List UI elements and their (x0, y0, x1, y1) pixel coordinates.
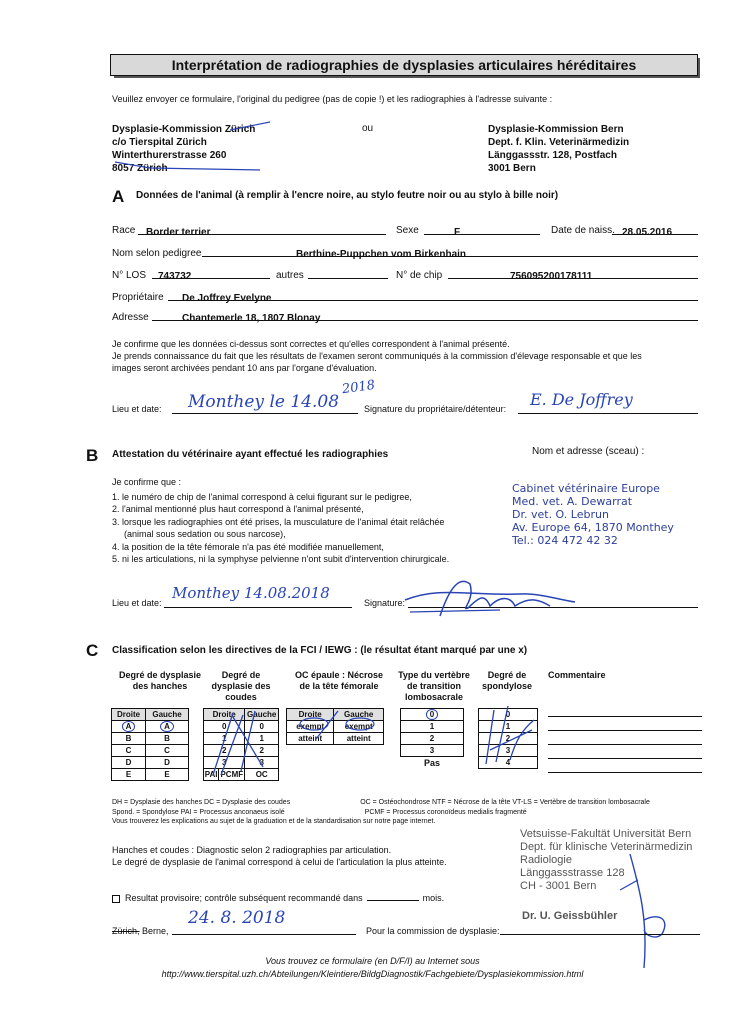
race-field[interactable] (138, 222, 386, 238)
comment-line-2[interactable] (548, 730, 702, 731)
form-title: Interprétation de radiographies de dysplasies articulaires héréditaires (110, 54, 698, 76)
b-place-date-label: Lieu et date: (112, 598, 162, 608)
race-value: Border terrier (146, 227, 211, 238)
elbows-droite-3[interactable]: 3 (204, 757, 245, 769)
a-place-date-hand: Monthey le 14.08 (188, 392, 340, 412)
vet-signature-scribble (400, 566, 580, 630)
hips-droite-a[interactable]: A (112, 721, 146, 733)
owner-field[interactable] (168, 288, 698, 304)
chip-label: N° de chip (396, 270, 443, 281)
owner-value: De Joffrey Evelyne (182, 293, 272, 304)
commission-signature-field[interactable] (500, 922, 700, 935)
comment-line-5[interactable] (548, 772, 702, 773)
provisional-checkbox-icon[interactable] (112, 895, 120, 903)
vertebra-2[interactable]: 2 (401, 733, 464, 745)
col-vertebra-header: Type du vertèbre de transition lombosacrale (398, 670, 470, 702)
provisional-months-field[interactable] (367, 900, 419, 901)
oc-cross-marks (286, 705, 386, 745)
spondylosis-1[interactable]: 1 (479, 721, 538, 733)
a-year-hand: 2018 (341, 377, 376, 398)
oc-gauche-atteint[interactable]: atteint (334, 733, 384, 745)
elbows-gauche-0[interactable]: 0 (245, 721, 279, 733)
commission-date-hand: 24. 8. 2018 (188, 908, 286, 928)
footer-text: Vous trouvez ce formulaire (en D/F/I) au Internet sous (265, 956, 480, 966)
spondylosis-3[interactable]: 3 (479, 745, 538, 757)
owner-confirmation: Je confirme que les données ci-dessus sont correctes et qu'elles correspondent à l'animal présenté. Je prends connaissance du fait que les résultats de l'examen seront communiqués à la commission d'élevage responsable et que les images seront archivées pendant 10 ans par l'organe d'évaluation. (112, 339, 642, 373)
hips-droite-d[interactable]: D (112, 757, 146, 769)
col-spondylosis-header: Degré de spondylose (481, 670, 532, 691)
address-zurich: Dysplasie-Kommission Zürich c/o Tierspital Zürich Winterthurerstrasse 260 8057 Zürich (112, 124, 256, 174)
address-value: Chantemerle 18, 1807 Blonay (182, 313, 321, 324)
address-field[interactable] (152, 308, 698, 324)
chip-value: 756095200178111 (510, 271, 593, 282)
spondylosis-2[interactable]: 2 (479, 733, 538, 745)
address-bern: Dysplasie-Kommission Bern Dept. f. Klin. Veterinärmedizin Länggassstr. 128, Postfach 3001 Bern (488, 124, 630, 174)
hips-gauche-a[interactable]: A (146, 721, 189, 733)
vertebra-0[interactable]: 0 (401, 709, 464, 721)
col-elbows-header: Degré de dysplasie des coudes (211, 670, 271, 702)
footer-url[interactable]: http://www.tierspital.uzh.ch/Abteilungen/Kleintiere/BildgDiagnostik/Fachgebiete/Dysplasiekommission.html (161, 969, 584, 979)
oc-droite-atteint[interactable]: atteint (287, 733, 334, 745)
spondylosis-cross-marks (476, 700, 542, 774)
elbows-droite-header: Droite (204, 709, 245, 721)
hips-gauche-header: Gauche (146, 709, 189, 721)
vertebra-table (400, 708, 464, 757)
pedigree-name-value: Berthine-Puppchen vom Birkenhain (296, 249, 467, 260)
hips-grade-table (111, 708, 189, 781)
birth-field[interactable] (612, 222, 698, 238)
section-a-letter: A (112, 187, 125, 206)
elbows-gauche-2[interactable]: 2 (245, 745, 279, 757)
col-oc-header: OC épaule : Nécrose de la tête fémorale (294, 670, 384, 691)
owner-label: Propriétaire (112, 292, 164, 303)
los-label: N° LOS (112, 270, 147, 281)
vertebra-3[interactable]: 3 (401, 745, 464, 757)
los-field[interactable] (152, 266, 270, 282)
bern-stamp: Vetsuisse-Fakultät Universität Bern Dept. für klinische Veterinärmedizin Radiologie Länggassstrasse 128 CH - 3001 Bern (520, 828, 693, 892)
oc-gauche-exempt[interactable]: exempt (334, 721, 384, 733)
hips-gauche-c[interactable]: C (146, 745, 189, 757)
address-label: Adresse (112, 312, 149, 323)
elbows-droite-1[interactable]: 1 (204, 733, 245, 745)
a-place-date-label: Lieu et date: (112, 404, 162, 414)
section-b-letter: B (86, 446, 99, 465)
sex-label: Sexe (396, 225, 419, 236)
pedigree-name-field[interactable] (202, 244, 698, 260)
vet-signature-label: Signature: (364, 598, 406, 608)
legend: DH = Dysplasie des hanches DC = Dysplasie des coudes OC = Ostéochondrose NTF = Nécrose de la tête VT-LS = Vertèbre de transition lombosacrale Spond. = Spondylose PAI = Processus anconaeus isolé PCMF = Processus coronoïdeus medialis fragmenté Vous trouverez les explications au sujet de la graduation et de la standardisation sur notre page internet. (112, 799, 650, 825)
col-hips-header: Degré de dysplasie des hanches (118, 670, 202, 691)
sex-value: F (454, 227, 461, 238)
elbows-gauche-header: Gauche (245, 709, 279, 721)
vertebra-pas: Pas (423, 758, 440, 768)
section-c-heading: Classification selon les directives de la FCI / IEWG : (le résultat étant marqué par une x) (112, 645, 528, 656)
hips-elbows-note: Hanches et coudes : Diagnostic selon 2 radiographies par articulation. Le degré de dysplasie de l'animal correspond à celui de l'articulation la plus atteinte. (112, 845, 447, 867)
hips-gauche-e[interactable]: E (146, 769, 189, 781)
race-label: Race (112, 225, 136, 236)
owner-signature-hand: E. De Joffrey (530, 390, 633, 409)
oc-droite-exempt[interactable]: exempt (287, 721, 334, 733)
owner-signature-label: Signature du propriétaire/détenteur: (364, 404, 507, 414)
intro-text: Veuillez envoyer ce formulaire, l'original du pedigree (pas de copie !) et les radiographies à l'adresse suivante : (112, 94, 553, 104)
stamp-label: Nom et adresse (sceau) : (532, 446, 645, 457)
address-or: ou (362, 123, 374, 134)
elbows-pcmf[interactable]: PCMF (220, 770, 244, 779)
vertebra-1[interactable]: 1 (401, 721, 464, 733)
hips-droite-b[interactable]: B (112, 733, 146, 745)
birth-label: Date de naiss. (551, 225, 615, 236)
vet-confirmation: Je confirme que : 1. le numéro de chip de l'animal correspond à celui figurant sur le pedigree, 2. l'animal mentionné plus haut correspond à l'animal présenté, 3. lorsque les radiographies ont été prises, la musculature de l'animal était relâchée (animal sous sedation ou sous narcose), 4. la position de la tête fémorale n'a pas été modifiée manuellement, 5. ni les articulations, ni la symphyse pelvienne n'ont subit d'intervention chirurgicale. (112, 477, 450, 564)
comment-line-1[interactable] (548, 716, 702, 717)
comment-line-3[interactable] (548, 744, 702, 745)
others-field[interactable] (308, 266, 388, 279)
elbows-gauche-3[interactable]: 3 (245, 757, 279, 769)
hips-gauche-d[interactable]: D (146, 757, 189, 769)
oc-gauche-header: Gauche (334, 709, 384, 721)
section-b-heading: Attestation du vétérinaire ayant effectué les radiographies (112, 449, 389, 460)
strike-marks (110, 118, 280, 180)
b-place-date-hand: Monthey 14.08.2018 (172, 584, 330, 602)
bern-doctor: Dr. U. Geissbühler (522, 910, 618, 922)
elbows-cross-marks (203, 705, 283, 785)
elbows-droite-2[interactable]: 2 (204, 745, 245, 757)
hips-droite-header: Droite (112, 709, 146, 721)
spondylosis-4[interactable]: 4 (479, 757, 538, 769)
comment-line-4[interactable] (548, 758, 702, 759)
col-comment-header: Commentaire (548, 670, 606, 680)
section-a-heading: Données de l'animal (à remplir à l'encre noire, au stylo feutre noir ou au stylo à bille noir) (136, 190, 559, 201)
elbows-oc[interactable]: OC (245, 769, 279, 781)
pedigree-name-label: Nom selon pedigree (112, 248, 202, 259)
birth-value: 28.05.2016 (622, 227, 673, 238)
commission-place: Zürich, Berne, (112, 926, 169, 936)
elbows-pai[interactable]: PAI (204, 770, 218, 779)
provisional-result: Resultat provisoire; contrôle subséquent recommandé dans mois. (112, 893, 444, 903)
spondylosis-0[interactable]: 0 (479, 709, 538, 721)
section-c-letter: C (86, 641, 99, 660)
vet-stamp: Cabinet vétérinaire Europe Med. vet. A. Dewarrat Dr. vet. O. Lebrun Av. Europe 64, 1870 Monthey Tel.: 024 472 42 32 (512, 482, 674, 547)
hips-droite-e[interactable]: E (112, 769, 146, 781)
commission-signature-label: Pour la commission de dysplasie: (366, 926, 500, 936)
sex-field[interactable] (424, 222, 540, 238)
others-label: autres (276, 270, 304, 281)
los-value: 743732 (158, 271, 192, 282)
hips-droite-c[interactable]: C (112, 745, 146, 757)
elbows-gauche-1[interactable]: 1 (245, 733, 279, 745)
chip-field[interactable] (448, 266, 698, 282)
elbows-droite-0[interactable]: 0 (204, 721, 245, 733)
oc-droite-header: Droite (287, 709, 334, 721)
hips-gauche-b[interactable]: B (146, 733, 189, 745)
